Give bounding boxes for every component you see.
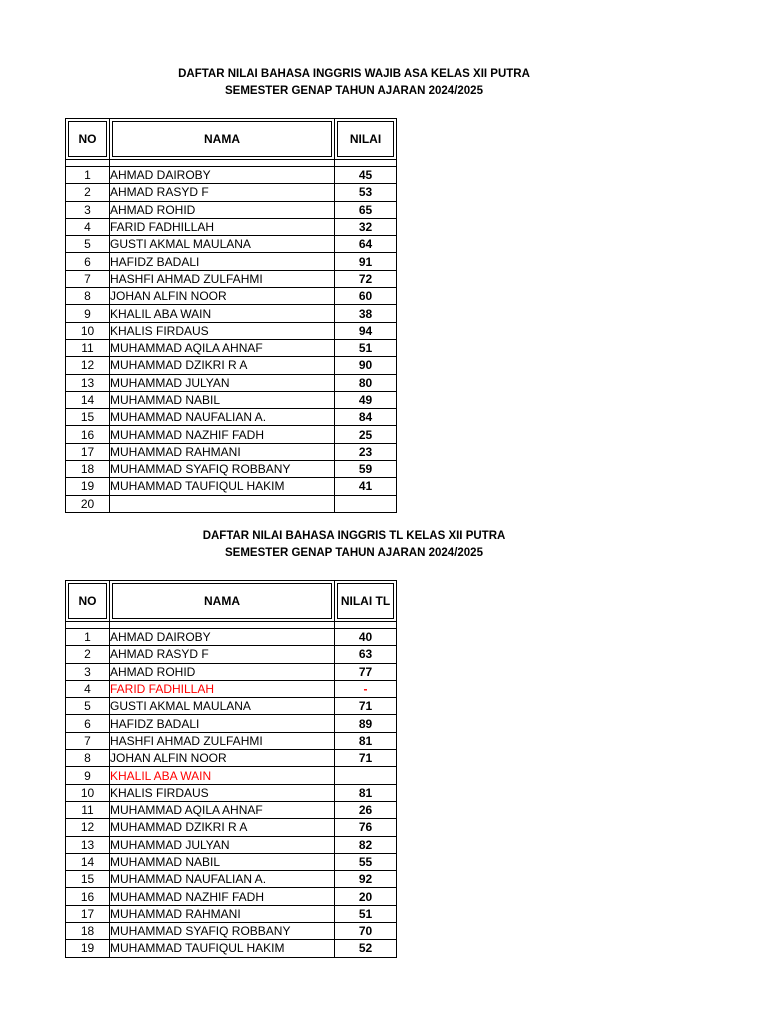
student-name-cell: AHMAD RASYD F [110, 646, 335, 663]
student-name-cell: MUHAMMAD JULYAN [110, 374, 335, 391]
table-row [66, 680, 397, 697]
student-name-cell [110, 495, 335, 512]
student-name-cell: MUHAMMAD NABIL [110, 853, 335, 870]
row-number-cell: 14 [66, 391, 110, 408]
row-number-cell: 13 [66, 374, 110, 391]
grade-cell: 71 [335, 750, 397, 767]
grade-cell: 89 [335, 715, 397, 732]
table2-title-line2: SEMESTER GENAP TAHUN AJARAN 2024/2025 [225, 547, 483, 559]
row-number-cell: 8 [66, 750, 110, 767]
grade-cell: 20 [335, 888, 397, 905]
row-number-cell: 12 [66, 357, 110, 374]
grade-cell: 81 [335, 784, 397, 801]
table-row [66, 495, 397, 512]
table-row [66, 888, 397, 905]
student-name-cell: MUHAMMAD NAUFALIAN A. [110, 409, 335, 426]
row-number-cell: 9 [66, 305, 110, 322]
grade-cell: 26 [335, 801, 397, 818]
header-nama: NAMA [110, 119, 335, 160]
student-name-cell: FARID FADHILLAH [110, 680, 335, 697]
table-header-row [66, 581, 397, 622]
grade-cell: 80 [335, 374, 397, 391]
student-name-cell: MUHAMMAD NAUFALIAN A. [110, 871, 335, 888]
student-name-cell: MUHAMMAD TAUFIQUL HAKIM [110, 478, 335, 495]
grade-cell: 49 [335, 391, 397, 408]
student-name-cell: MUHAMMAD AQILA AHNAF [110, 339, 335, 356]
table-row [66, 426, 397, 443]
grade-cell: 53 [335, 184, 397, 201]
student-name-cell: GUSTI AKMAL MAULANA [110, 236, 335, 253]
grade-cell: 77 [335, 663, 397, 680]
grade-cell: 94 [335, 322, 397, 339]
table-row [66, 715, 397, 732]
student-name-cell: MUHAMMAD SYAFIQ ROBBANY [110, 461, 335, 478]
header-nilai-tl: NILAI TL [335, 581, 397, 622]
grade-cell: 60 [335, 288, 397, 305]
grade-cell: 32 [335, 218, 397, 235]
row-number-cell: 18 [66, 461, 110, 478]
table-row [66, 391, 397, 408]
grade-cell: 81 [335, 732, 397, 749]
grade-cell: 76 [335, 819, 397, 836]
table-row [66, 801, 397, 818]
row-number-cell: 15 [66, 409, 110, 426]
row-number-cell: 4 [66, 218, 110, 235]
table-row [66, 409, 397, 426]
header-nilai: NILAI [335, 119, 397, 160]
table-row [66, 784, 397, 801]
student-name-cell: AHMAD RASYD F [110, 184, 335, 201]
grade-cell: 92 [335, 871, 397, 888]
grade-cell: 82 [335, 836, 397, 853]
table-row [66, 732, 397, 749]
student-name-cell: MUHAMMAD RAHMANI [110, 443, 335, 460]
spacer-cell [110, 160, 335, 167]
row-number-cell: 5 [66, 698, 110, 715]
grade-cell: 38 [335, 305, 397, 322]
grade-cell: 55 [335, 853, 397, 870]
grade-cell: 23 [335, 443, 397, 460]
row-number-cell: 17 [66, 443, 110, 460]
grade-cell: 41 [335, 478, 397, 495]
table1-title [0, 66, 708, 100]
table-header-row [66, 119, 397, 160]
row-number-cell: 9 [66, 767, 110, 784]
student-name-cell: JOHAN ALFIN NOOR [110, 750, 335, 767]
row-number-cell: 4 [66, 680, 110, 697]
row-number-cell: 6 [66, 253, 110, 270]
table-row [66, 871, 397, 888]
table-row [66, 288, 397, 305]
table2-body [66, 622, 397, 958]
row-number-cell: 7 [66, 732, 110, 749]
student-name-cell: KHALIL ABA WAIN [110, 767, 335, 784]
student-name-cell: HAFIDZ BADALI [110, 715, 335, 732]
table-row [66, 836, 397, 853]
table-row [66, 819, 397, 836]
student-name-cell: GUSTI AKMAL MAULANA [110, 698, 335, 715]
table-row [66, 940, 397, 957]
table-row [66, 905, 397, 922]
header-spacer-row [66, 622, 397, 629]
student-name-cell: KHALIS FIRDAUS [110, 784, 335, 801]
table-row [66, 305, 397, 322]
grade-cell: 84 [335, 409, 397, 426]
row-number-cell: 5 [66, 236, 110, 253]
spacer-cell [110, 622, 335, 629]
table-row [66, 629, 397, 646]
grades-table-tl [65, 580, 397, 958]
grade-cell: 64 [335, 236, 397, 253]
table-row [66, 339, 397, 356]
row-number-cell: 19 [66, 940, 110, 957]
row-number-cell: 13 [66, 836, 110, 853]
row-number-cell: 1 [66, 629, 110, 646]
grade-cell: 52 [335, 940, 397, 957]
spacer-cell [335, 622, 397, 629]
grade-cell: 90 [335, 357, 397, 374]
student-name-cell: MUHAMMAD TAUFIQUL HAKIM [110, 940, 335, 957]
grade-cell: 40 [335, 629, 397, 646]
row-number-cell: 1 [66, 167, 110, 184]
table-row [66, 478, 397, 495]
row-number-cell: 12 [66, 819, 110, 836]
table-row [66, 443, 397, 460]
table-row [66, 750, 397, 767]
student-name-cell: HASHFI AHMAD ZULFAHMI [110, 732, 335, 749]
row-number-cell: 17 [66, 905, 110, 922]
table-row [66, 357, 397, 374]
student-name-cell: MUHAMMAD JULYAN [110, 836, 335, 853]
grade-cell: 25 [335, 426, 397, 443]
table-row [66, 236, 397, 253]
row-number-cell: 20 [66, 495, 110, 512]
student-name-cell: MUHAMMAD RAHMANI [110, 905, 335, 922]
grade-cell: 59 [335, 461, 397, 478]
grade-cell: 91 [335, 253, 397, 270]
header-nama: NAMA [110, 581, 335, 622]
student-name-cell: AHMAD DAIROBY [110, 167, 335, 184]
grade-cell: 45 [335, 167, 397, 184]
table-row [66, 767, 397, 784]
row-number-cell: 8 [66, 288, 110, 305]
table1-body [66, 160, 397, 513]
row-number-cell: 14 [66, 853, 110, 870]
table-row [66, 253, 397, 270]
student-name-cell: KHALIL ABA WAIN [110, 305, 335, 322]
row-number-cell: 19 [66, 478, 110, 495]
row-number-cell: 7 [66, 270, 110, 287]
grade-cell [335, 767, 397, 784]
table-row [66, 646, 397, 663]
row-number-cell: 11 [66, 801, 110, 818]
table-row [66, 923, 397, 940]
grades-table-wajib [65, 118, 397, 513]
row-number-cell: 2 [66, 184, 110, 201]
row-number-cell: 3 [66, 663, 110, 680]
student-name-cell: MUHAMMAD NAZHIF FADH [110, 426, 335, 443]
student-name-cell: MUHAMMAD DZIKRI R A [110, 357, 335, 374]
student-name-cell: JOHAN ALFIN NOOR [110, 288, 335, 305]
grade-cell: 63 [335, 646, 397, 663]
row-number-cell: 3 [66, 201, 110, 218]
student-name-cell: AHMAD ROHID [110, 201, 335, 218]
table-row [66, 663, 397, 680]
row-number-cell: 2 [66, 646, 110, 663]
student-name-cell: MUHAMMAD NABIL [110, 391, 335, 408]
row-number-cell: 15 [66, 871, 110, 888]
student-name-cell: AHMAD DAIROBY [110, 629, 335, 646]
table1-title-line2: SEMESTER GENAP TAHUN AJARAN 2024/2025 [225, 85, 483, 97]
student-name-cell: FARID FADHILLAH [110, 218, 335, 235]
table-row [66, 374, 397, 391]
table-row [66, 218, 397, 235]
table-row [66, 322, 397, 339]
student-name-cell: KHALIS FIRDAUS [110, 322, 335, 339]
student-name-cell: HAFIDZ BADALI [110, 253, 335, 270]
spacer-cell [66, 160, 110, 167]
table-row [66, 167, 397, 184]
header-no: NO [66, 119, 110, 160]
table-row [66, 270, 397, 287]
student-name-cell: MUHAMMAD NAZHIF FADH [110, 888, 335, 905]
grade-cell: - [335, 680, 397, 697]
grade-cell: 65 [335, 201, 397, 218]
table-row [66, 201, 397, 218]
row-number-cell: 10 [66, 784, 110, 801]
spacer-cell [66, 622, 110, 629]
student-name-cell: AHMAD ROHID [110, 663, 335, 680]
header-no: NO [66, 581, 110, 622]
grade-cell: 70 [335, 923, 397, 940]
spacer-cell [335, 160, 397, 167]
table-row [66, 698, 397, 715]
grade-cell: 51 [335, 339, 397, 356]
student-name-cell: HASHFI AHMAD ZULFAHMI [110, 270, 335, 287]
row-number-cell: 6 [66, 715, 110, 732]
row-number-cell: 16 [66, 888, 110, 905]
header-spacer-row [66, 160, 397, 167]
table2-title [0, 528, 708, 562]
table-row [66, 853, 397, 870]
student-name-cell: MUHAMMAD SYAFIQ ROBBANY [110, 923, 335, 940]
row-number-cell: 18 [66, 923, 110, 940]
grade-cell: 71 [335, 698, 397, 715]
row-number-cell: 10 [66, 322, 110, 339]
grade-cell: 51 [335, 905, 397, 922]
grade-cell: 72 [335, 270, 397, 287]
table1-title-line1: DAFTAR NILAI BAHASA INGGRIS WAJIB ASA KELAS XII PUTRA [178, 68, 530, 80]
table2-title-line1: DAFTAR NILAI BAHASA INGGRIS TL KELAS XII PUTRA [202, 530, 506, 542]
row-number-cell: 16 [66, 426, 110, 443]
row-number-cell: 11 [66, 339, 110, 356]
table-row [66, 461, 397, 478]
table-row [66, 184, 397, 201]
student-name-cell: MUHAMMAD AQILA AHNAF [110, 801, 335, 818]
student-name-cell: MUHAMMAD DZIKRI R A [110, 819, 335, 836]
grade-cell [335, 495, 397, 512]
